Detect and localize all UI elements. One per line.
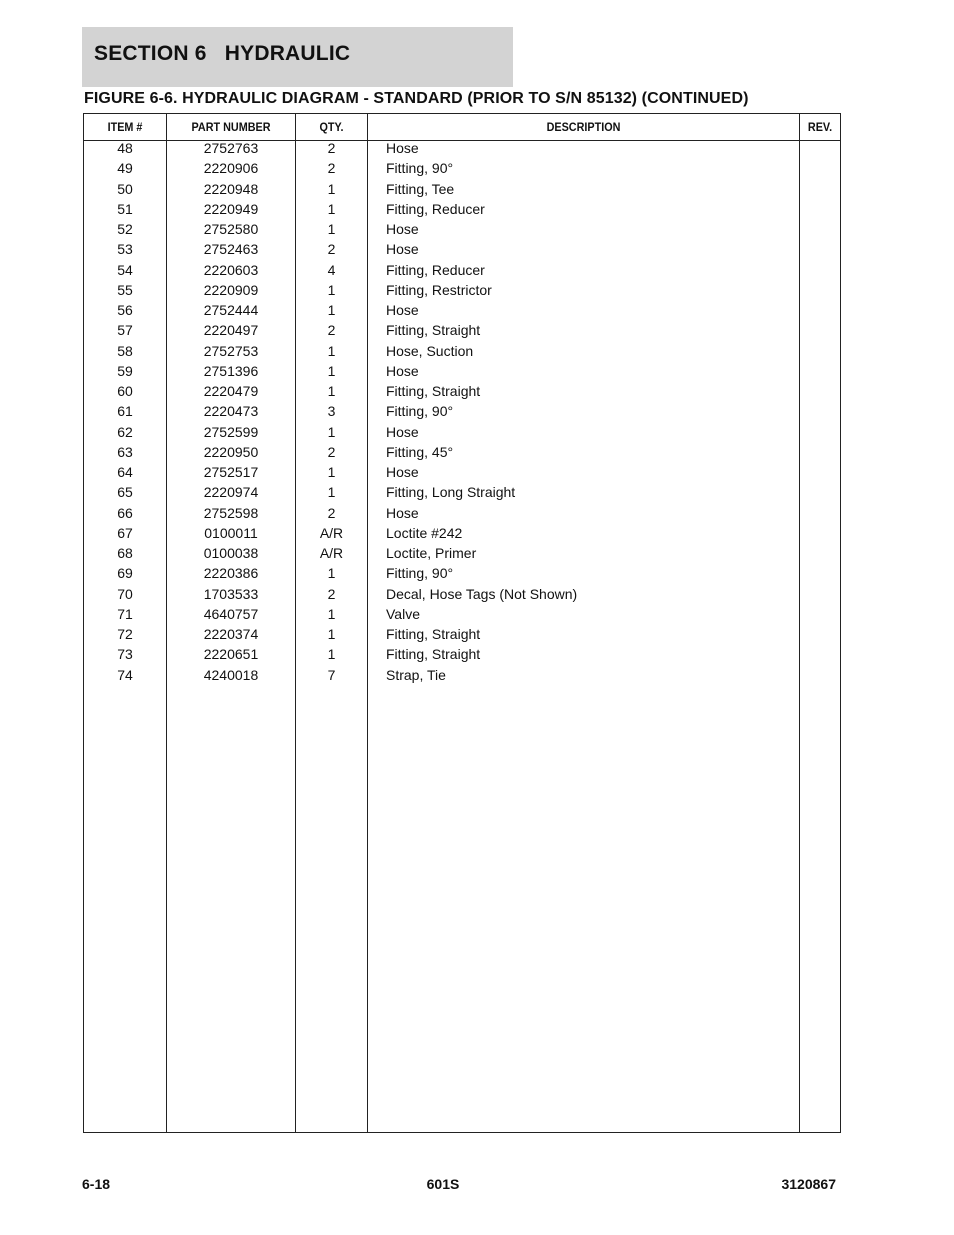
item-cell: 53 <box>117 241 133 258</box>
header-item: ITEM # <box>107 120 143 134</box>
item-cell: 54 <box>117 261 133 278</box>
description-cell: Fitting, Reducer <box>386 261 485 278</box>
table-row <box>84 604 840 624</box>
qty-cell: 1 <box>327 565 336 582</box>
part-number-cell: 2220906 <box>203 160 259 177</box>
description-cell: Fitting, Reducer <box>386 200 485 217</box>
description-cell: Hose <box>386 302 419 318</box>
table-row <box>84 665 840 685</box>
description-cell: Fitting, 90° <box>386 160 454 177</box>
part-number-cell: 2220909 <box>203 281 259 298</box>
qty-cell: A/R <box>319 545 344 561</box>
description-cell: Strap, Tie <box>386 666 446 683</box>
item-cell: 52 <box>117 221 133 237</box>
part-number-cell: 2752444 <box>203 302 259 318</box>
description-cell: Loctite #242 <box>386 524 463 541</box>
description-cell: Fitting, Restrictor <box>386 281 492 298</box>
qty-cell: 1 <box>327 221 336 237</box>
description-cell: Hose <box>386 140 419 156</box>
description-cell: Valve <box>386 605 420 622</box>
table-row <box>84 644 840 664</box>
footer-page-number: 6-18 <box>82 1176 111 1192</box>
table-row <box>84 442 840 462</box>
description-cell: Hose <box>386 423 419 440</box>
description-cell: Hose, Suction <box>386 342 474 359</box>
item-cell: 66 <box>117 504 133 521</box>
table-row <box>84 584 840 604</box>
part-number-cell: 2220386 <box>203 565 259 582</box>
table-row <box>84 462 840 482</box>
part-number-cell: 2220497 <box>203 322 259 339</box>
table-row <box>84 138 840 158</box>
item-cell: 58 <box>117 342 133 359</box>
qty-cell: 1 <box>327 423 336 440</box>
item-cell: 71 <box>117 605 133 622</box>
description-cell: Fitting, 45° <box>386 443 454 460</box>
table-row <box>84 320 840 340</box>
description-cell: Fitting, 90° <box>386 403 454 420</box>
qty-cell: 7 <box>327 666 336 683</box>
qty-cell: 1 <box>327 180 336 197</box>
figure-title: FIGURE 6-6. HYDRAULIC DIAGRAM - STANDARD (PRIOR TO S/N 85132) (CONTINUED) <box>84 90 749 107</box>
description-cell: Fitting, Straight <box>386 322 481 339</box>
item-cell: 64 <box>117 464 133 480</box>
parts-table <box>83 113 841 1133</box>
qty-cell: 2 <box>327 241 336 258</box>
description-cell: Hose <box>386 241 419 258</box>
part-number-cell: 2752517 <box>203 464 259 480</box>
header-part-number: PART NUMBER <box>191 120 271 134</box>
description-cell: Hose <box>386 221 419 237</box>
qty-cell: 1 <box>327 383 336 399</box>
header-description: DESCRIPTION <box>546 120 621 134</box>
qty-cell: 1 <box>327 200 336 217</box>
table-header <box>84 114 840 141</box>
table-row <box>84 422 840 442</box>
table-row <box>84 482 840 502</box>
part-number-cell: 2752598 <box>203 504 259 521</box>
table-row <box>84 624 840 644</box>
table-row <box>84 341 840 361</box>
footer-doc-number: 3120867 <box>781 1176 836 1192</box>
table-row <box>84 280 840 300</box>
part-number-cell: 0100011 <box>204 524 258 541</box>
qty-cell: 2 <box>327 504 336 521</box>
item-cell: 68 <box>117 545 133 561</box>
description-cell: Fitting, Straight <box>386 383 481 399</box>
qty-cell: 2 <box>327 585 336 602</box>
qty-cell: 1 <box>327 281 336 298</box>
item-cell: 50 <box>117 180 133 197</box>
qty-cell: 1 <box>327 646 336 663</box>
qty-cell: 1 <box>327 342 336 359</box>
part-number-cell: 4240018 <box>203 666 259 683</box>
part-number-cell: 2752753 <box>203 342 259 359</box>
item-cell: 51 <box>117 200 133 217</box>
description-cell: Fitting, Straight <box>386 626 481 642</box>
table-row <box>84 260 840 280</box>
description-cell: Hose <box>386 504 419 521</box>
part-number-cell: 2220950 <box>203 443 259 460</box>
part-number-cell: 2752599 <box>203 423 259 440</box>
section-banner <box>82 27 513 87</box>
item-cell: 74 <box>117 666 133 683</box>
item-cell: 65 <box>117 484 133 501</box>
item-cell: 60 <box>117 383 133 399</box>
item-cell: 61 <box>117 403 133 420</box>
item-cell: 48 <box>117 140 133 156</box>
qty-cell: 1 <box>327 605 336 622</box>
header-rev: REV. <box>807 120 833 134</box>
table-row <box>84 199 840 219</box>
table-row <box>84 179 840 199</box>
description-cell: Fitting, Straight <box>386 646 481 663</box>
qty-cell: 4 <box>327 261 336 278</box>
table-row <box>84 219 840 239</box>
qty-cell: 1 <box>327 362 336 379</box>
part-number-cell: 2220473 <box>203 403 259 420</box>
table-row <box>84 523 840 543</box>
part-number-cell: 2220948 <box>203 180 259 197</box>
table-row <box>84 361 840 381</box>
item-cell: 56 <box>117 302 133 318</box>
table-row <box>84 401 840 421</box>
section-title: SECTION 6 HYDRAULIC <box>94 42 351 65</box>
qty-cell: 1 <box>327 302 336 318</box>
header-qty: QTY. <box>319 120 344 134</box>
table-row <box>84 300 840 320</box>
part-number-cell: 2220603 <box>203 261 259 278</box>
description-cell: Hose <box>386 362 419 379</box>
qty-cell: 2 <box>327 322 336 339</box>
part-number-cell: 0100038 <box>203 545 259 561</box>
description-cell: Hose <box>386 464 419 480</box>
item-cell: 70 <box>117 585 133 602</box>
part-number-cell: 2220374 <box>203 626 259 642</box>
item-cell: 69 <box>117 565 133 582</box>
part-number-cell: 2220949 <box>203 200 259 217</box>
part-number-cell: 2220651 <box>203 646 259 663</box>
qty-cell: 1 <box>327 626 336 642</box>
item-cell: 49 <box>117 160 133 177</box>
item-cell: 62 <box>117 423 133 440</box>
item-cell: 59 <box>117 362 133 379</box>
part-number-cell: 4640757 <box>203 605 259 622</box>
part-number-cell: 2751396 <box>203 362 259 379</box>
item-cell: 57 <box>117 322 133 339</box>
qty-cell: 2 <box>327 140 336 156</box>
table-row <box>84 543 840 563</box>
qty-cell: A/R <box>319 524 344 541</box>
item-cell: 63 <box>117 443 133 460</box>
qty-cell: 1 <box>327 464 336 480</box>
part-number-cell: 1703533 <box>203 585 259 602</box>
table-row <box>84 239 840 259</box>
table-row <box>84 381 840 401</box>
description-cell: Decal, Hose Tags (Not Shown) <box>386 585 578 602</box>
description-cell: Fitting, Long Straight <box>386 484 516 501</box>
item-cell: 55 <box>117 281 133 298</box>
part-number-cell: 2752763 <box>203 140 259 156</box>
qty-cell: 2 <box>327 443 336 460</box>
description-cell: Fitting, Tee <box>386 180 455 197</box>
table-row <box>84 503 840 523</box>
part-number-cell: 2220974 <box>203 484 259 501</box>
qty-cell: 2 <box>327 160 336 177</box>
description-cell: Loctite, Primer <box>386 545 477 561</box>
item-cell: 73 <box>117 646 133 663</box>
qty-cell: 1 <box>327 484 336 501</box>
part-number-cell: 2220479 <box>203 383 259 399</box>
footer-model: 601S <box>426 1176 460 1192</box>
item-cell: 67 <box>117 524 133 541</box>
table-row <box>84 563 840 583</box>
item-cell: 72 <box>117 626 133 642</box>
qty-cell: 3 <box>327 403 336 420</box>
part-number-cell: 2752580 <box>203 221 259 237</box>
description-cell: Fitting, 90° <box>386 565 454 582</box>
table-row <box>84 158 840 178</box>
part-number-cell: 2752463 <box>203 241 259 258</box>
